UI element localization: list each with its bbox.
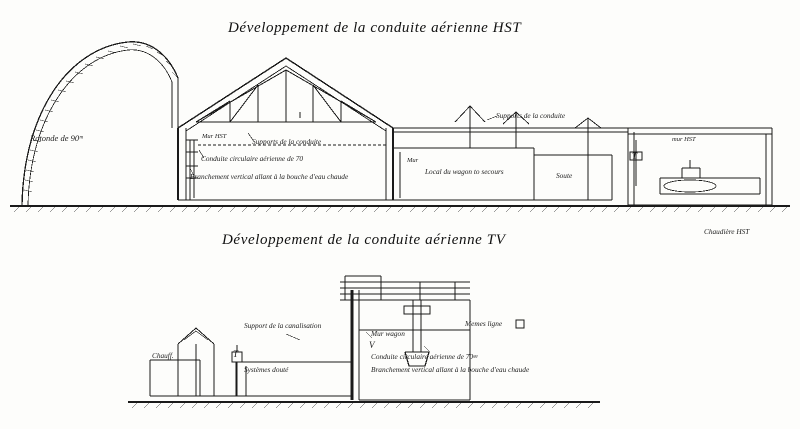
figure-bottom-title: Développement de la conduite aérienne TV bbox=[222, 232, 506, 248]
label-t-marker: T bbox=[632, 151, 638, 161]
label-systemes-doute: Systèmes douté bbox=[244, 365, 289, 374]
label-mur-hst: Mur HST bbox=[202, 133, 227, 140]
label-t-marker-b: T bbox=[233, 349, 239, 359]
label-conduite-circulaire: Conduite circulaire aérienne de 70 bbox=[201, 154, 303, 163]
label-supports-conduite: Supports de la conduite bbox=[252, 137, 322, 146]
label-supports-conduite-2: Supports de la conduite bbox=[496, 111, 566, 120]
label-soute: Soute bbox=[556, 171, 573, 180]
label-mur-wagon: Mur wagon bbox=[371, 329, 405, 338]
label-conduite-circulaire-b: Conduite circulaire aérienne de 70ᵍᵍ bbox=[371, 352, 478, 361]
label-chauff: Chauff. bbox=[152, 351, 174, 360]
figure-top-title: Développement de la conduite aérienne HST bbox=[228, 20, 522, 36]
label-rotonde: Rotonde de 90ᵐ bbox=[30, 133, 83, 143]
label-mur-hst-2: mur HST bbox=[672, 136, 696, 143]
label-mur: Mur bbox=[407, 157, 419, 164]
label-chaudiere-hst: Chaudière HST bbox=[704, 227, 750, 236]
label-branchement-vertical: Branchement vertical allant à la bouche d'eau chaude bbox=[190, 172, 349, 181]
label-memes-ligne: Memes ligne bbox=[465, 319, 503, 328]
label-local-wagon: Local du wagon to secours bbox=[425, 167, 504, 176]
label-v-marker: V bbox=[369, 340, 375, 350]
label-branchement-vertical-b: Branchement vertical allant à la bouche d'eau chaude bbox=[371, 365, 530, 374]
label-support-canalisation: Support de la canalisation bbox=[244, 321, 322, 330]
